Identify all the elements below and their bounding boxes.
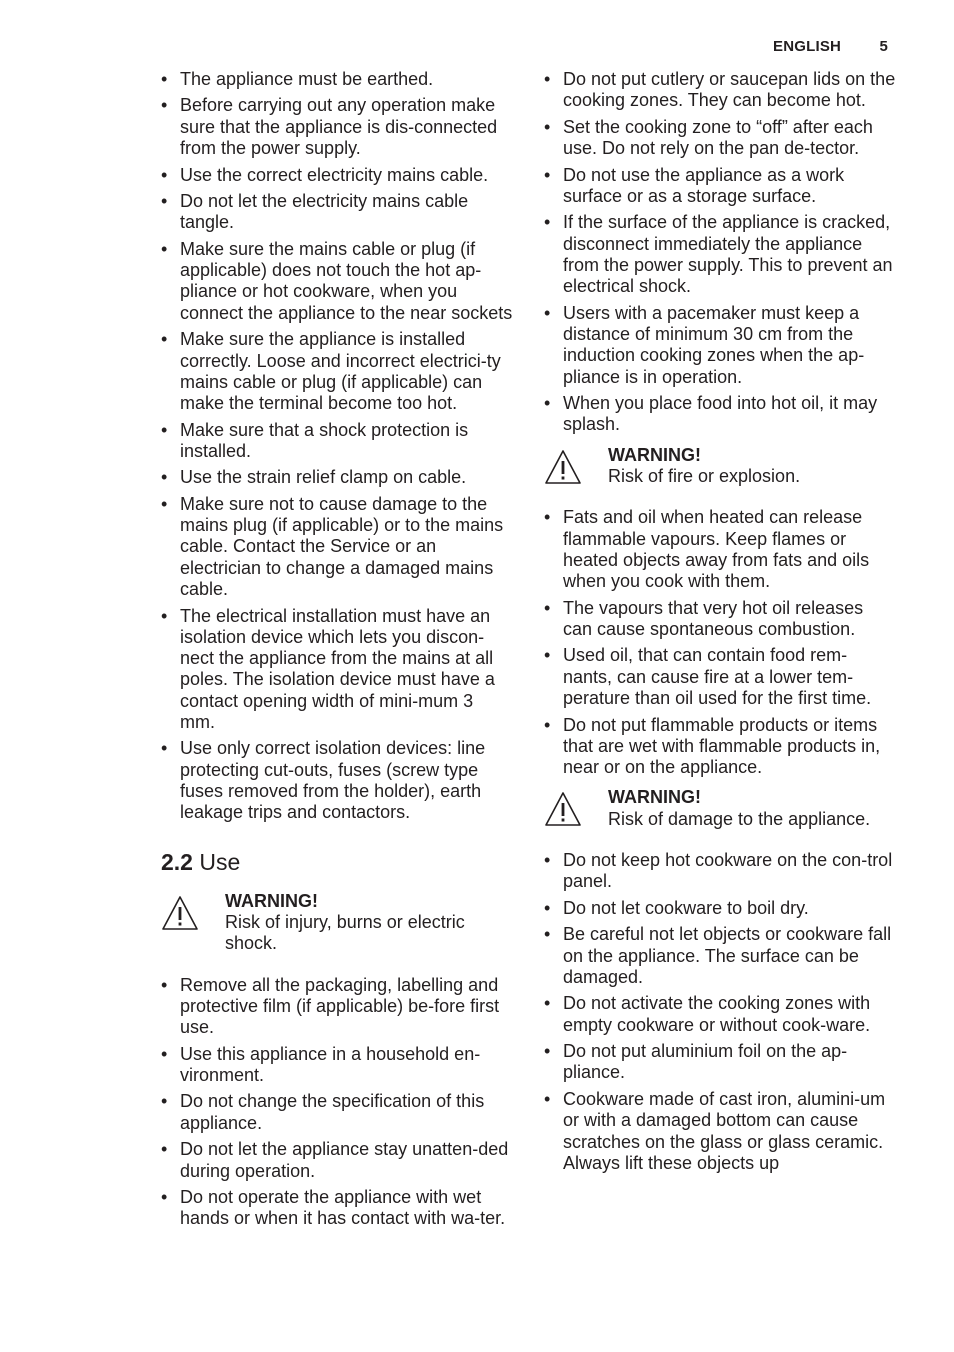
list-item: • Users with a pacemaker must keep a distance of minimum 30 cm from the induction cooking zones when the ap-pliance is in operation. [544,303,896,388]
list-item: • Use this appliance in a household en-vironment. [161,1044,513,1087]
warning-title: WARNING! [225,890,318,911]
warning-block [544,445,896,488]
list-item: • If the surface of the appliance is cracked, disconnect immediately the appliance from the power supply. This to prevent an electrical shock. [544,212,896,297]
list-item: • Do not put flammable products or items that are wet with flammable products in, near or on the appliance. [544,715,896,779]
list-item: • Do not operate the appliance with wet hands or when it has contact with wa-ter. [161,1187,513,1230]
safety-list-electrical [161,69,513,824]
safety-list-cookware [544,850,896,1174]
warning-text: Risk of injury, burns or electric shock. [225,911,465,954]
warning-block [161,891,513,955]
list-item: • Be careful not let objects or cookware fall on the appliance. The surface can be damaged. [544,924,896,988]
safety-list-oil [544,507,896,778]
list-item: • When you place food into hot oil, it may splash. [544,393,896,436]
safety-list-cooking [544,69,896,436]
warning-title: WARNING! [608,444,701,465]
list-item: • The appliance must be earthed. [161,69,513,90]
list-item: • Do not use the appliance as a work surface or as a storage surface. [544,165,896,208]
list-item: • Used oil, that can contain food rem-nants, can cause fire at a lower tem-perature than oil used for the first time. [544,645,896,709]
page-number: 5 [879,38,888,55]
list-item: • Use the correct electricity mains cable. [161,165,513,186]
warning-text: Risk of fire or explosion. [608,465,801,486]
warning-title: WARNING! [608,787,701,808]
list-item: • Make sure not to cause damage to the mains plug (if applicable) or to the mains cable. Contact the Service or an electrician to change a damaged mains cable. [161,494,513,600]
section-heading [161,849,513,876]
list-item: • Do not put cutlery or saucepan lids on the cooking zones. They can become hot. [544,69,896,112]
list-item: • Do not let cookware to boil dry. [544,898,896,919]
warning-triangle-icon [544,449,582,485]
list-item: • Set the cooking zone to “off” after each use. Do not rely on the pan de-tector. [544,117,896,160]
warning-triangle-icon [161,895,199,931]
list-item: • Make sure the mains cable or plug (if applicable) does not touch the hot ap-pliance or hot cookware, when you connect the appliance to the near sockets [161,239,513,324]
warning-block [544,787,896,830]
list-item: • The vapours that very hot oil releases can cause spontaneous combustion. [544,598,896,641]
list-item: • Do not let the appliance stay unatten-ded during operation. [161,1139,513,1182]
list-item: • Use only correct isolation devices: line protecting cut-outs, fuses (screw type fuses removed from the holder), earth leakage trips and contactors. [161,738,513,823]
list-item: • The electrical installation must have an isolation device which lets you discon-nect the appliance from the mains at all poles. The isolation device must have a contact opening width of mini-mum 3 mm. [161,606,513,734]
left-column [161,69,513,1235]
safety-list-use [161,975,513,1230]
list-item: • Do not activate the cooking zones with empty cookware or without cook-ware. [544,993,896,1036]
list-item: • Do not put aluminium foil on the ap-pliance. [544,1041,896,1084]
page-header [773,38,888,55]
list-item: • Remove all the packaging, labelling and protective film (if applicable) be-fore first use. [161,975,513,1039]
right-column [544,69,896,1179]
list-item: • Make sure that a shock protection is installed. [161,420,513,463]
section-number: 2.2 [161,848,193,875]
section-title: Use [199,848,241,875]
warning-text: Risk of damage to the appliance. [608,808,871,829]
list-item: • Make sure the appliance is installed correctly. Loose and incorrect electrici-ty mains cable or plug (if applicable) can make the terminal become too hot. [161,329,513,414]
list-item: • Before carrying out any operation make sure that the appliance is dis-connected from the power supply. [161,95,513,159]
list-item: • Fats and oil when heated can release flammable vapours. Keep flames or heated objects away from fats and oils when you cook with them. [544,507,896,592]
list-item: • Cookware made of cast iron, alumini-um or with a damaged bottom can cause scratches on the glass or glass ceramic. Always lift these objects up [544,1089,896,1174]
list-item: • Do not keep hot cookware on the con-trol panel. [544,850,896,893]
list-item: • Do not let the electricity mains cable tangle. [161,191,513,234]
header-language: ENGLISH [773,38,842,55]
list-item: • Do not change the specification of this appliance. [161,1091,513,1134]
warning-triangle-icon [544,791,582,827]
list-item: • Use the strain relief clamp on cable. [161,467,513,488]
